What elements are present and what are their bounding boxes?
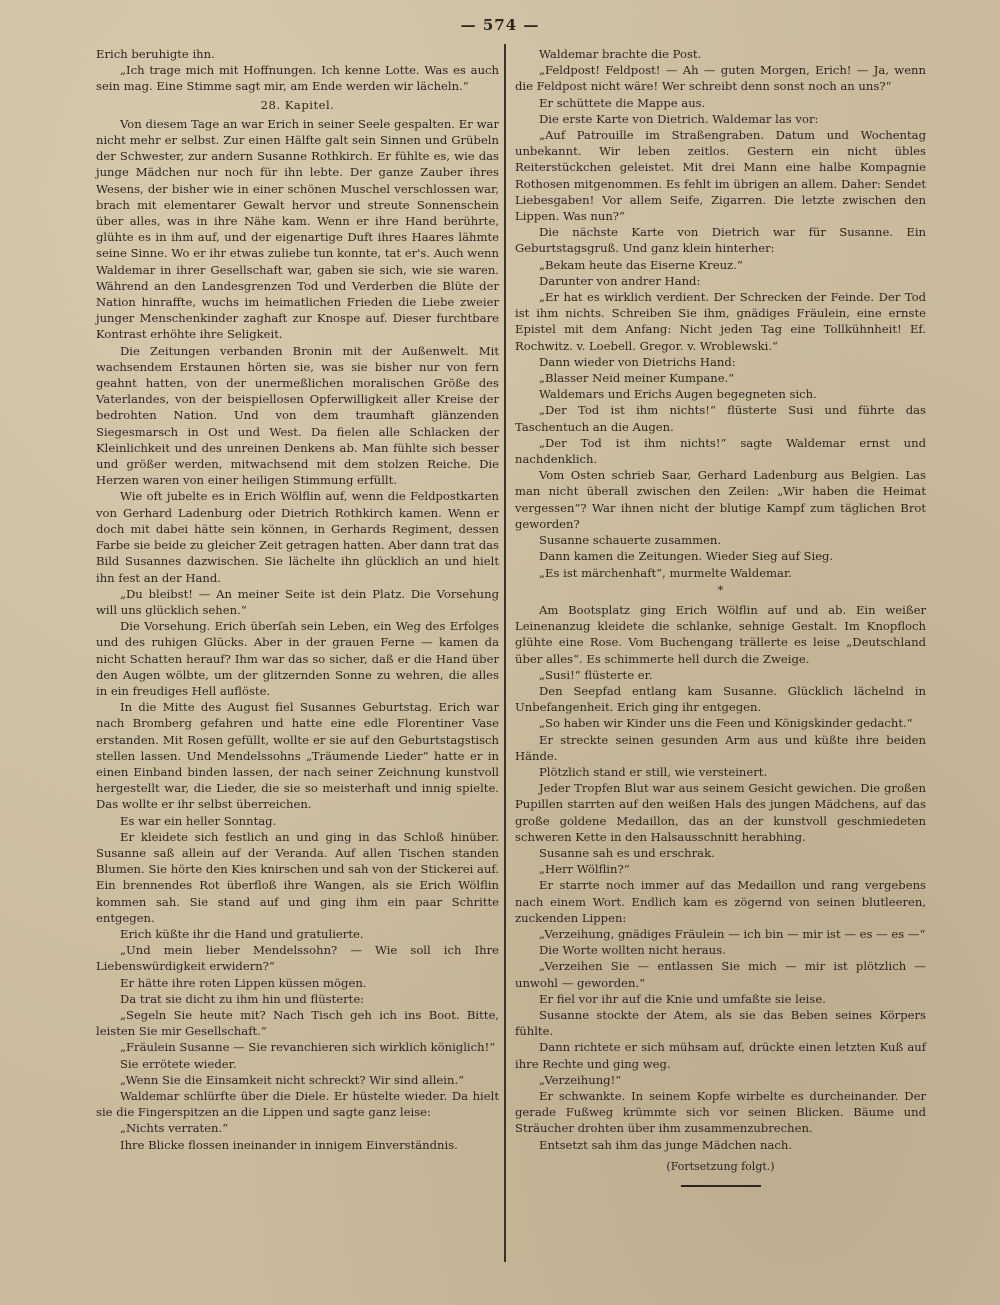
paragraph: „Verzeihung!“ <box>539 1072 622 1087</box>
paragraph: Susanne schauerte zusammen. <box>539 533 722 548</box>
paragraph: „Nichts verraten.“ <box>120 1121 229 1136</box>
paragraph: Wie oft jubelte es in Erich Wölflin auf, wenn die Feldpostkarten von Gerhard Ladenburg oder Dietrich Rothkirch kamen. Wenn er doch mit dabei hätte sein können, in Gerhards Regiment, dessen Farbe sie beide zu gleicher Zeit getragen hatten. Aber dann trat das Bild Susannes dazwischen. Sie lächelte ihn glücklich an und hielt ihn fest an der Hand. <box>96 489 499 585</box>
paragraph: Susanne sah es und erschrak. <box>539 845 715 860</box>
paragraph: „So haben wir Kinder uns die Feen und Königskinder gedacht.“ <box>539 716 913 731</box>
paragraph: „Der Tod ist ihm nichts!“ flüsterte Susi und führte das Taschentuch an die Augen. <box>515 403 926 434</box>
continuation-note: (Fortsetzung folgt.) <box>666 1159 775 1173</box>
paragraph: „Herr Wölflin?“ <box>539 862 630 877</box>
chapter-heading: 28. Kapitel. <box>260 97 335 112</box>
paragraph: Darunter von andrer Hand: <box>539 273 701 288</box>
paragraph: Es war ein heller Sonntag. <box>120 813 277 828</box>
section-separator: * <box>717 582 724 597</box>
paragraph: Den Seepfad entlang kam Susanne. Glücklich lächelnd in Unbefangenheit. Erich ging ihr entgegen. <box>515 683 926 715</box>
paragraph: „Susi!“ flüsterte er. <box>539 667 653 682</box>
paragraph: Erich beruhigte ihn. <box>96 47 215 61</box>
paragraph: „Blasser Neid meiner Kumpane.“ <box>539 371 735 386</box>
paragraph: Jeder Tropfen Blut war aus seinem Gesicht gewichen. Die großen Pupillen starrten auf den weißen Hals des jungen Mädchens, auf das große goldene Medaillon, das an der kunstvoll geschmiedeten schweren Kette in den Halsausschnitt herabhing. <box>515 781 926 844</box>
paragraph: Von diesem Tage an war Erich in seiner Seele gespalten. Er war nicht mehr er selbst. Zur einen Hälfte galt sein Sinnen und Grübeln der Schwester, zur andern Susanne Rothkirch. Er fühlte es, wie das junge Mädchen nur noch für ihn lebte. Der ganze Zauber ihres Wesens, der bisher wie in einer schönen Muschel verschlossen war, brach mit elementarer Gewalt hervor und streute Sonnenschein über alles, was in ihre Nähe kam. Wenn er ihre Hand berührte, glühte es in ihm auf, und der eigenartige Duft ihres Haares lähmte seine Sinne. Wo er ihr etwas zuliebe tun konnte, tat er's. Auch wenn Waldemar in ihrer Gesellschaft war, gaben sie sich, wie sie waren. Während an den Landesgrenzen Tod und Verderben die Blüte der Nation hinraffte, wuchs im heimatlichen Frieden die Liebe zweier junger Menschenkinder zaghaft zur Knospe auf. Dieser furchtbare Kontrast erhöhte ihre Seligkeit. <box>96 116 499 342</box>
paragraph: Da trat sie dicht zu ihm hin und flüsterte: <box>120 991 365 1006</box>
paragraph: Die Zeitungen verbanden Bronin mit der Außenwelt. Mit wachsendem Erstaunen hörten sie, was sie bisher nur von fern geahnt hatten, von der unermeßlichen moralischen Größe des Vaterlandes, von der beispiellosen Opferwilligkeit aller Kreise der bedrohten Nation. Und von dem traumhaft glänzenden Siegesmarsch in Ost und West. Da fielen alle Schlacken der Kleinlichkeit und des unreinen Denkens ab. Man fühlte sich besser und größer werden, mitwachsend mit dem stolzen Reiche. Die Herzen waren von einer heiligen Stimmung erfüllt. <box>96 343 499 488</box>
paragraph: Er starrte noch immer auf das Medaillon und rang vergebens nach einem Wort. Endlich kam es zögernd von seinen blutleeren, zuckenden Lippen: <box>515 878 926 925</box>
paragraph: „Verzeihung, gnädiges Fräulein — ich bin — mir ist — es — es —“ <box>539 926 926 941</box>
paragraph: „Feldpost! Feldpost! — Ah — guten Morgen, Erich! — Ja, wenn die Feldpost nicht wäre! Wer schreibt denn sonst noch an uns?“ <box>515 63 926 94</box>
paragraph: Die Vorsehung. Erich überſah sein Leben, ein Weg des Erfolges und des ruhigen Glücks. Aber in der grauen Ferne — kamen da nicht Schatten herauf? Ihm war das so sicher, daß er die Hand über den Augen wölbte, um der glitzernden Sonne zu wehren, die alles in ein freudiges Hell auflöste. <box>96 619 499 698</box>
paragraph: „Auf Patrouille im Straßengraben. Datum und Wochentag unbekannt. Wir leben zeitlos. Gestern ein nicht übles Reiterstückchen geleistet. Mit drei Mann eine halbe Kompagnie Rothosen mitgenommen. Es fehlt im übrigen an allem. Daher: Sendet Liebesgaben! Vor allem Seife, Zigarren. Die letzte zwischen den Lippen. Was nun?“ <box>515 128 926 224</box>
paragraph: „Bekam heute das Eiserne Kreuz.“ <box>539 257 743 272</box>
paragraph: „Wenn Sie die Einsamkeit nicht schreckt? Wir sind allein.“ <box>120 1072 465 1087</box>
paragraph: Dann wieder von Dietrichs Hand: <box>539 354 736 369</box>
paragraph: Waldemars und Erichs Augen begegneten sich. <box>539 387 817 402</box>
paragraph: „Er hat es wirklich verdient. Der Schrecken der Feinde. Der Tod ist ihm nichts. Schreiben Sie ihm, gnädiges Fräulein, eine ernste Epistel mit dem Anfang: Nicht jeden Tag eine Tollkühnheit! Ef. Rochwitz. v. Loebell. Gregor. v. Wroblewski.“ <box>515 290 926 353</box>
paragraph: „Es ist märchenhaft“, murmelte Waldemar. <box>539 565 792 580</box>
paragraph: „Verzeihen Sie — entlassen Sie mich — mir ist plötzlich — unwohl — geworden.“ <box>515 959 926 990</box>
paragraph: Vom Osten schrieb Saar, Gerhard Ladenburg aus Belgien. Las man nicht überall zwischen den Zeilen: „Wir haben die Heimat vergessen“? War ihnen nicht der blutige Kampf zum täglichen Brot geworden? <box>515 468 926 531</box>
paragraph: Die Worte wollten nicht heraus. <box>539 943 726 958</box>
left-column <box>96 46 499 1153</box>
paragraph: „Segeln Sie heute mit? Nach Tisch geh ich ins Boot. Bitte, leisten Sie mir Gesellschaft.“ <box>96 1007 499 1039</box>
paragraph: Er kleidete sich festlich an und ging in das Schloß hinüber. Susanne saß allein auf der Veranda. Auf allen Tischen standen Blumen. Sie hörte den Kies knirschen und sah von der Stickerei auf. Ein brennendes Rot überfloß ihre Wangen, als sie Erich Wölflin kommen sah. Sie stand auf und ging ihm ein paar Schritte entgegen. <box>96 829 499 925</box>
paragraph: Er schüttete die Mappe aus. <box>539 95 706 110</box>
paragraph: Die erste Karte von Dietrich. Waldemar las vor: <box>539 111 819 126</box>
end-rule <box>681 1185 761 1187</box>
paragraph: Susanne stockte der Atem, als sie das Beben seines Körpers fühlte. <box>515 1007 926 1039</box>
page-number: — 574 — <box>460 16 540 34</box>
paragraph: Er schwankte. In seinem Kopfe wirbelte es durcheinander. Der gerade Fußweg krümmte sich vor seinen Blicken. Bäume und Sträucher drohten über ihm zusammenzubrechen. <box>515 1089 926 1136</box>
paragraph: „Du bleibst! — An meiner Seite ist dein Platz. Die Vorsehung will uns glücklich sehen.“ <box>96 586 499 617</box>
paragraph: Dann kamen die Zeitungen. Wieder Sieg auf Sieg. <box>539 549 834 564</box>
paragraph: Er streckte seinen gesunden Arm aus und küßte ihre beiden Hände. <box>515 732 926 763</box>
right-column <box>515 46 926 1187</box>
paragraph: Ihre Blicke flossen ineinander in innigem Einverständnis. <box>120 1137 458 1152</box>
paragraph: Sie errötete wieder. <box>120 1056 237 1071</box>
paragraph: „Fräulein Susanne — Sie revanchieren sich wirklich königlich!“ <box>120 1040 496 1055</box>
paragraph: Am Bootsplatz ging Erich Wölflin auf und ab. Ein weißer Leinenanzug kleidete die schlanke, sehnige Gestalt. Im Knopfloch glühte eine Rose. Vom Buchengang trällerte es leise „Deutschland über alles“. Es schimmerte hell durch die Zweige. <box>515 602 926 666</box>
paragraph: Die nächste Karte von Dietrich war für Susanne. Ein Geburtstagsgruß. Und ganz klein hinterher: <box>515 225 926 256</box>
column-divider <box>504 44 506 1262</box>
paragraph: Er hätte ihre roten Lippen küssen mögen. <box>120 975 367 990</box>
paragraph: „Der Tod ist ihm nichts!“ sagte Waldemar ernst und nachdenklich. <box>515 435 926 467</box>
paragraph: Plötzlich stand er still, wie versteinert. <box>539 764 768 779</box>
paragraph: Er fiel vor ihr auf die Knie und umfaßte sie leise. <box>539 991 826 1006</box>
paragraph: „Und mein lieber Mendelssohn? — Wie soll ich Ihre Liebenswürdigkeit erwidern?“ <box>96 943 499 974</box>
paragraph: In die Mitte des August fiel Susannes Geburtstag. Erich war nach Bromberg gefahren und hatte eine edle Florentiner Vase erstanden. Mit Rosen gefüllt, wollte er sie auf den Geburtstagstisch stellen lassen. Und Mendelssohns „Träumende Lieder“ hatte er in einen Einband binden lassen, der nach seiner Zeichnung kunstvoll hergestellt war, die Lieder, die sie so meisterhaft und innig spielte. Das wollte er ihr selbst überreichen. <box>96 700 499 812</box>
paragraph: Dann richtete er sich mühsam auf, drückte einen letzten Kuß auf ihre Rechte und ging weg. <box>515 1040 926 1071</box>
paragraph: „Ich trage mich mit Hoffnungen. Ich kenne Lotte. Was es auch sein mag. Eine Stimme sagt mir, am Ende werden wir lächeln.“ <box>96 63 499 94</box>
paragraph: Waldemar schlürfte über die Diele. Er hüstelte wieder. Da hielt sie die Fingerspitzen an die Lippen und sagte ganz leise: <box>96 1089 499 1120</box>
paragraph: Entsetzt sah ihm das junge Mädchen nach. <box>539 1137 793 1152</box>
paragraph: Waldemar brachte die Post. <box>539 47 702 61</box>
paragraph: Erich küßte ihr die Hand und gratulierte. <box>120 926 364 941</box>
